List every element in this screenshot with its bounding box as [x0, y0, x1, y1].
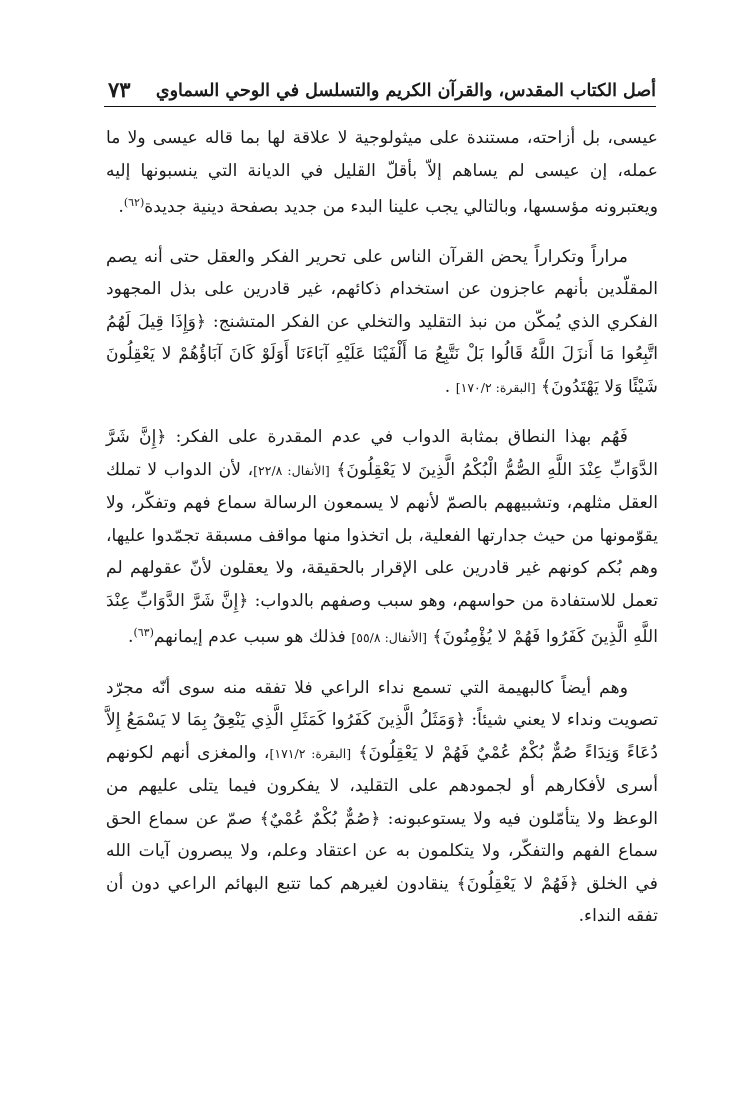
- quran-verse: ﴿وَمَثَلُ الَّذِينَ كَفَرُوا كَمَثَلِ الَّذِي يَنْعِقُ بِمَا لا يَسْمَعُ إِلاَّ دُعَاءً وَنِدَاءً صُمٌّ بُكْمٌ عُمْيٌ فَهُمْ لا يَعْقِلُونَ﴾: [106, 710, 659, 763]
- header-rule: [104, 106, 656, 107]
- quran-verse: ﴿صُمٌّ بُكْمٌ عُمْيٌ﴾: [252, 808, 388, 829]
- paragraph-4: [106, 672, 658, 933]
- paragraph-2: [106, 241, 658, 405]
- quran-verse: ﴿إِنَّ شَرَّ الدَّوَابِّ عِنْدَ اللَّهِ الَّذِينَ كَفَرُوا فَهُمْ لا يُؤْمِنُونَ﴾: [106, 590, 658, 647]
- paragraph-text: .: [444, 376, 456, 397]
- paragraph-text: ، والمغزى أنهم لكونهم أسرى لأفكارهم أو لجمودهم على التقليد، لا يفكرون فيما يتلى عليهم من الوعظ ولا يتأمّلون فيه ولا يستوعبونه:: [106, 742, 658, 829]
- verse-citation: [البقرة: ١٧٠/٢]: [455, 379, 536, 395]
- paragraph-text: مراراً وتكراراً يحض القرآن الناس على تحرير الفكر والعقل حتى أنه يصم المقلّدين بأنهم عاجزون عن استخدام ذكائهم، غير قادرين على بذل المجهود الفكري الذي يُمكّن من نبذ التقليد والتخلي عن الفكر المتشنج:: [106, 246, 658, 332]
- footnote-ref: (٦٣): [133, 626, 154, 639]
- body-text: [106, 122, 658, 950]
- paragraph-text: ينقادون لغيرهم كما تتبع البهائم الراعي دون أن تفقه النداء.: [106, 873, 658, 926]
- quran-verse: ﴿فَهُمْ لا يَعْقِلُونَ﴾: [448, 873, 587, 894]
- paragraph-text: .: [127, 627, 134, 647]
- footnote-ref: (٦٢): [123, 196, 145, 209]
- quran-verse: ﴿إِنَّ شَرَّ الدَّوَابِّ عِنْدَ اللَّهِ الصُّمُّ الْبُكْمُ الَّذِينَ لا يَعْقِلُونَ﴾: [106, 427, 659, 480]
- paragraph-text: .: [118, 197, 124, 217]
- paragraph-1: [106, 122, 658, 224]
- paragraph-text: فَهُم بهذا النطاق بمثابة الدواب في عدم المقدرة على الفكر:: [175, 427, 629, 447]
- paragraph-text: عيسى، بل أزاحته، مستندة على ميثولوجية لا علاقة لها بما قاله عيسى ولا ما عمله، إن عيسى لم يساهم إلاّ بأقلّ القليل في الديانة التي ينسبونها إليه ويعتبرونه مؤسسها، وبالتالي يجب علينا البدء من جديد بصفحة دينية جديدة: [106, 128, 658, 217]
- paragraph-text: وهم أيضاً كالبهيمة التي تسمع نداء الراعي فلا تفقه منه سوى أنّه مجرّد تصويت ونداء لا يعني شيئاً:: [106, 677, 658, 730]
- paragraph-text: فذلك هو سبب عدم إيمانهم: [153, 627, 352, 647]
- running-title: أصل الكتاب المقدس، والقرآن الكريم والتسلسل في الوحي السماوي: [155, 80, 656, 101]
- page-number: ٧٣: [108, 77, 131, 102]
- paragraph-3: [106, 421, 658, 655]
- paragraph-text: ، لأن الدواب لا تملك العقل مثلهم، وتشبيههم بالصمّ لأنهم لا يسمعون الرسالة سماع فهم وتفكّر، ولا يقوّمونها من حيث جدارتها الفعلية، بل اتخذوا منها مواقف مسبقة تجمّدوا عليها، وهم بُكم كونهم غير قادرين على الإقرار بالحقيقة، ولا يعقلون لأنّ عقولهم لم تعمل للاستفادة من حواسهم، وهو سبب وصفهم بالدواب:: [106, 459, 658, 611]
- page-header: [108, 70, 656, 106]
- verse-citation: [البقرة: ١٧١/٢]: [269, 745, 352, 761]
- paragraph-text: صمّ عن سماع الحق سماع الفهم والتفكّر، ولا يتكلمون به عن اعتقاد وعلم، ولا يبصرون آيات الله في الخلق: [106, 808, 659, 894]
- verse-citation: [الأنفال: ٢٢/٨]: [253, 462, 330, 478]
- verse-citation: [الأنفال: ٥٥/٨]: [351, 630, 427, 645]
- quran-verse: ﴿وَإِذَا قِيلَ لَهُمُ اتَّبِعُوا مَا أَنزَلَ اللَّهُ قَالُوا بَلْ نَتَّبِعُ مَا أَلْفَيْنَا عَلَيْهِ آبَاءَنَا أَوَلَوْ كَانَ آبَاؤُهُمْ لا يَعْقِلُونَ شَيْئًا وَلا يَهْتَدُونَ﴾: [106, 311, 658, 397]
